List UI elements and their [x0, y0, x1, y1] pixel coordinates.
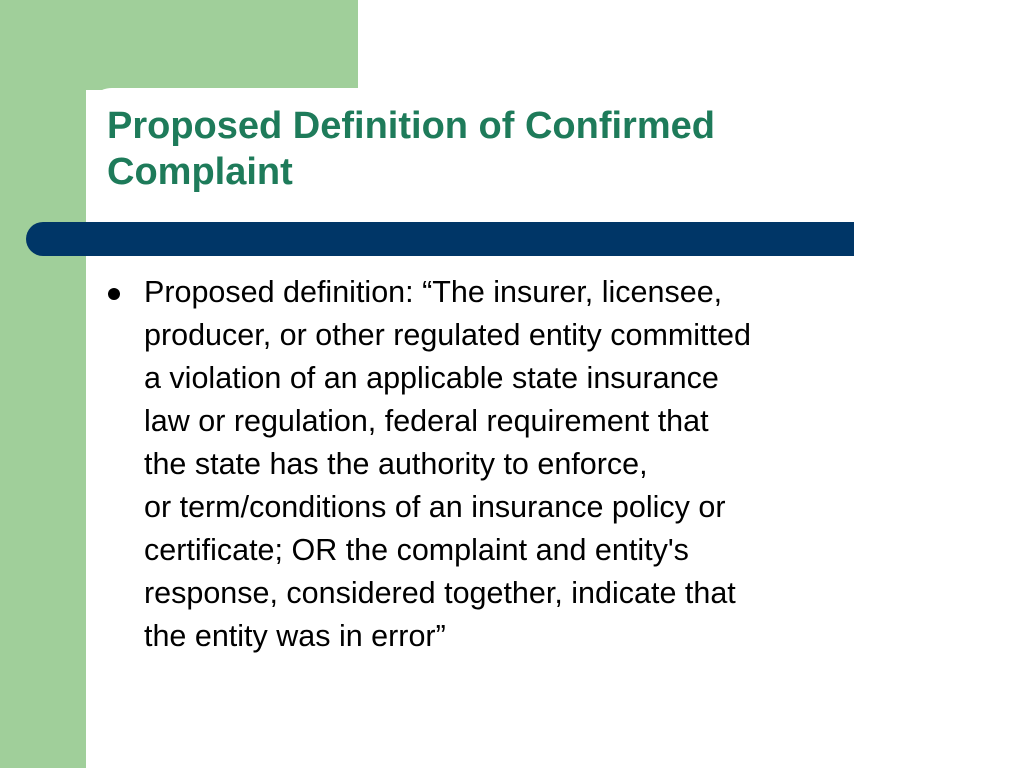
bullet-text-line-9: the entity was in error”: [144, 619, 446, 653]
bullet-text: [144, 271, 944, 658]
bullet-text-line-4: law or regulation, federal requirement that: [144, 404, 709, 438]
bullet-text-line-2: producer, or other regulated entity committed: [144, 318, 751, 352]
bullet-text-line-7: certificate; OR the complaint and entity's: [144, 533, 689, 567]
bullet-text-line-3: a violation of an applicable state insurance: [144, 361, 719, 395]
bullet-text-line-8: response, considered together, indicate that: [144, 576, 736, 610]
bullet-text-line-6: or term/conditions of an insurance policy or: [144, 490, 726, 524]
bullet-item: [108, 271, 948, 658]
bullet-text-line-5: the state has the authority to enforce,: [144, 447, 648, 481]
slide-title-line-2: Complaint: [107, 151, 293, 193]
bullet-text-line-1: Proposed definition: “The insurer, licensee,: [144, 275, 723, 309]
slide-title: [107, 103, 927, 195]
bullet-icon: [108, 288, 120, 300]
slide-body: [108, 271, 948, 658]
slide-title-line-1: Proposed Definition of Confirmed: [107, 105, 715, 147]
decorative-green-sidebar: [0, 0, 86, 768]
decorative-title-underline-bar: [26, 222, 854, 256]
